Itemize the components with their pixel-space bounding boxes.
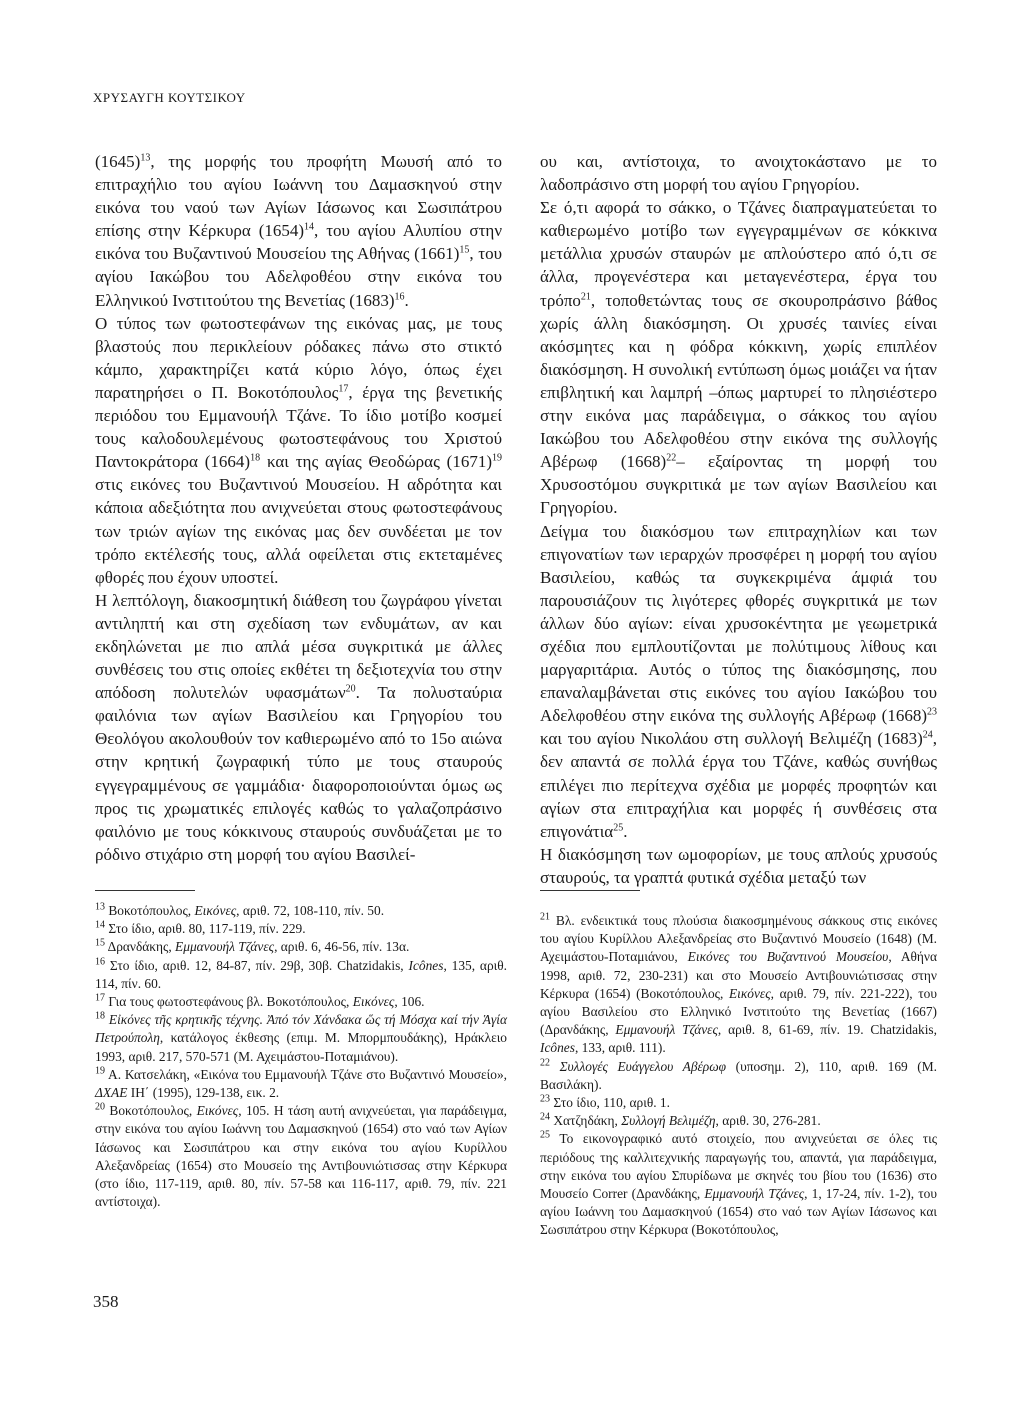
text-run: . — [404, 290, 409, 310]
text-run: (1645) — [95, 152, 141, 171]
text-run: , 133, αριθ. 111). — [574, 1040, 666, 1056]
footnotes-right — [540, 912, 937, 1240]
italic-title: Συλλογές Ευάγγελου Αβέρωφ — [559, 1058, 727, 1074]
italic-title: Εικόνες — [196, 1103, 239, 1119]
footnote-ref: 16 — [394, 290, 405, 302]
text-run: ου και, αντίστοιχα, το ανοιχτοκάστανο με το λαδοπράσινο στη μορφή του αγίου Γρηγορίου. — [540, 152, 937, 195]
paragraph — [95, 312, 502, 589]
footnote — [540, 912, 937, 1058]
text-run: , αριθ. 8, 61-69, πίν. 19. Chatzidakis, — [717, 1022, 937, 1038]
footnote-ref: 17 — [95, 992, 105, 1004]
text-run: Η λεπτόλογη, διακοσμητική διάθεση του ζωγράφου γίνεται αντιληπτή και στη σχεδίαση των ενδυμάτων, αν και εκδηλώνεται με πιο απλά μέσα συγκριτικά με άλλες συνθέσεις του στις οποίες εκθέτει τη δεξιοτεχνία του στην απόδοση πολυτελών υφασμάτων — [95, 590, 502, 703]
footnote-ref: 18 — [95, 1010, 105, 1022]
text-run: , 1, 17-24, πίν. 1-2), του αγίου Ιωάννη του Δαμασκηνού (1654) στο ναό των Αγίων Ιάσωνος και Σωσιπάτρου στην Κέρκυρα (Βοκοτόπουλος, — [540, 1186, 937, 1238]
footnote-ref: 23 — [927, 706, 937, 718]
paragraph — [540, 843, 937, 889]
paragraph — [95, 589, 502, 866]
text-run: και του αγίου Νικολάου στη συλλογή Βελιμέζη (1683) — [540, 729, 923, 749]
text-run — [550, 1059, 560, 1074]
footnote-rule-right — [540, 890, 640, 891]
text-run: , της μορφής του προφήτη Μωυσή από το επιτραχήλιο του αγίου Ιωάννη του Δαμασκηνού στην εικόνα του ναού των Αγίων Ιάσωνος και Σωσιπάτρου επίσης στην Κέρκυρα (1654) — [95, 152, 502, 241]
footnote — [540, 1058, 937, 1094]
text-run: Βοκοτόπουλος, — [105, 903, 195, 918]
text-run: Α. Κατσελάκη, «Εικόνα του Εμμανουήλ Τζάνε στο Βυζαντινό Μουσείο», — [105, 1066, 507, 1082]
text-run: Ο τύπος των φωτοστεφάνων της εικόνας μας, με τους βλαστούς που περικλείουν ρόδακες πάνω στο στικτό κάμπο, χαρακτηρίζει κατά κύριο λόγο, όπως έχει παρατηρήσει ο Π. Βοκοτόπουλος — [95, 313, 502, 402]
text-run: , 135, αριθ. 114, πίν. 60. — [95, 957, 507, 991]
text-run: . Τα πολυσταύρια φαιλόνια των αγίων Βασιλείου και Γρηγορίου του Θεολόγου ακολουθούν τον καθιερωμένο από το 15ο αιώνα στην κρητική ζωγραφική τύπο με τους σταυρούς εγγεγραμμένους σε γαμμάδια· διαφοροποιούνται όμως ως προς τις χρωματικές επιλογές καθώς το γαλαζοπράσινο φαιλόνιο με τους κόκκινους σταυρούς συνδυάζεται με το ρόδινο στιχάριο στη μορφή του αγίου Βασιλεί- — [95, 683, 502, 864]
footnote-ref: 14 — [304, 221, 315, 233]
text-run: (υποσημ. 2), 110, αριθ. 169 (Μ. Βασιλάκη). — [540, 1058, 937, 1092]
body-column-right — [540, 150, 937, 889]
footnote-ref: 20 — [345, 683, 356, 695]
text-run: , δεν απαντά σε πολλά έργα του Τζάνε, καθώς συνήθως επιλέγει πιο περίτεχνα σχέδια με μορφές προφητών και αγίων στα επιτραχήλια και μορφές ή συνθέσεις στα επιγονάτια — [540, 729, 937, 841]
footnote-ref: 17 — [338, 383, 349, 395]
text-run: Σε ό,τι αφορά το σάκκο, ο Τζάνες διαπραγματεύεται το καθιερωμένο μοτίβο των εγγεγραμμένων σε κόκκινα μετάλλια χρυσών σταυρών με απλούστερο από ό,τι σε άλλα, προγενέστερα και μεταγενέστερα, έργα του τρόπο — [540, 198, 937, 310]
italic-title: Εμμανουήλ Τζάνες — [704, 1186, 805, 1202]
footnote-ref: 23 — [540, 1093, 550, 1105]
text-run: στις εικόνες του Βυζαντινού Μουσείου. Η αδρότητα και κάποια αδεξιότητα που ανιχνεύεται στους φωτοστεφάνους των τριών αγίων της εικόνας μας δεν συνδέεται με τον τρόπο εκτέλεσής τους, αλλά οφείλεται στις εκτεταμένες φθορές που έχουν υποστεί. — [95, 475, 502, 587]
text-run: , αριθ. 30, 276-281. — [715, 1113, 821, 1129]
footnote — [540, 1112, 937, 1130]
footnote-ref: 24 — [540, 1111, 550, 1123]
text-run: και της αγίας Θεοδώρας (1671) — [260, 452, 492, 472]
text-run: , αριθ. 6, 46-56, πίν. 13α. — [274, 939, 410, 955]
italic-title: Εμμανουήλ Τζάνες — [175, 939, 275, 955]
footnote-ref: 22 — [666, 452, 677, 464]
text-run: Το εικονογραφικό αυτό στοιχείο, που ανιχνεύεται σε όλες τις περιόδους της καλλιτεχνικής παραγωγής του, απαντά, για παράδειγμα, στην εικόνα του αγίου Σπυρίδωνα με σκηνές του βίου του (1636) στο Μουσείο Correr (Δρανδάκης, — [540, 1131, 937, 1202]
text-run: , κατάλογος έκθεσης (επιμ. Μ. Μπορμπουδάκης), Ηράκλειο 1993, αριθ. 217, 570-571 (Μ. Αχειμάστου-Ποταμιάνου). — [95, 1030, 507, 1064]
footnote — [95, 938, 507, 956]
text-run: , 106. — [394, 994, 425, 1010]
italic-title: Icônes — [540, 1040, 575, 1056]
footnote-ref: 21 — [540, 911, 550, 923]
page-number: 358 — [93, 1292, 119, 1311]
text-run: Δρανδάκης, — [105, 939, 176, 955]
footnote-ref: 19 — [95, 1065, 105, 1077]
footnote — [95, 1066, 507, 1102]
paragraph — [540, 520, 937, 843]
footnote — [95, 1011, 507, 1066]
footnote-ref: 19 — [492, 452, 502, 464]
footnote-ref: 25 — [613, 822, 624, 834]
body-column-left — [95, 150, 502, 866]
footnote-ref: 24 — [922, 729, 933, 741]
footnote-ref: 18 — [250, 452, 261, 464]
text-run: , τοποθετώντας τους σε σκουροπράσινο βάθος χωρίς άλλη διακόσμηση. Οι χρυσές ταινίες είναι ακόσμητες και η φόδρα κόκκινη, χωρίς επιπλέον διακόσμηση. Η συνολική εντύπωση όμως μοιάζει να ήταν επιβλητική και λαμπρή –όπως μαρτυρεί το πλησιέστερο στην εικόνα μας παράδειγμα, ο σάκκος του αγίου Ιακώβου του Αδελφοθέου στην εικόνα της συλλογής Αβέρωφ (1668) — [540, 290, 937, 472]
text-run: Βλ. ενδεικτικά τους πλούσια διακοσμημένους σάκκους στις εικόνες του αγίου Κυρίλλου Αλεξανδρείας στο Βυζαντινό Μουσείο (1648) (Μ. Αχειμάστου-Ποταμιάνου, — [540, 913, 937, 965]
text-run: , αριθ. 79, πίν. 221-222), του αγίου Βασιλείου στο Ελληνικό Ινστιτούτο της Βενετίας (1667) (Δρανδάκης, — [540, 985, 938, 1038]
italic-title: Εικόνες του Βυζαντινού Μουσείου — [687, 949, 889, 965]
footnotes-left — [95, 902, 507, 1211]
footnote-ref: 15 — [95, 937, 105, 949]
text-run: , έργα της βενετικής περιόδου του Εμμανουήλ Τζάνε. Το ίδιο μοτίβο κοσμεί τους καλοδουλεμένους φωτοστεφάνους του Χριστού Παντοκράτορα (1664) — [95, 382, 503, 472]
footnote — [540, 1094, 937, 1112]
text-run: Χατζηδάκη, — [550, 1113, 622, 1129]
footnote — [95, 1102, 507, 1211]
italic-title: Εμμανουήλ Τζάνες — [615, 1022, 718, 1038]
footnote — [95, 902, 507, 920]
italic-title: Εικόνες — [352, 994, 395, 1010]
text-run: Για τους φωτοστεφάνους βλ. Βοκοτόπουλος, — [105, 994, 353, 1010]
running-head: ΧΡΥΣΑΥΓΗ ΚΟΥΤΣΙΚΟΥ — [93, 90, 246, 105]
footnote-rule-left — [95, 890, 195, 891]
text-run: ΙΗ΄ (1995), 129-138, εικ. 2. — [127, 1085, 280, 1101]
footnote-ref: 20 — [95, 1101, 105, 1113]
footnote — [95, 993, 507, 1011]
paragraph — [95, 150, 502, 312]
italic-title: Συλλογή Βελιμέζη — [621, 1113, 716, 1129]
text-run: , Αθήνα 1998, αριθ. 72, 230-231) και στο Μουσείο Αντιβουνιώτισσας στην Κέρκυρα (1654) (Βοκοτόπουλος, — [540, 949, 937, 1001]
text-run: Στο ίδιο, αριθ. 12, 84-87, πίν. 29β, 30β. Chatzidakis, — [105, 957, 409, 973]
text-run: Βοκοτόπουλος, — [105, 1103, 197, 1119]
footnote — [540, 1130, 937, 1239]
text-run: Στο ίδιο, 110, αριθ. 1. — [550, 1095, 670, 1111]
italic-title: ΔΧΑΕ — [95, 1085, 128, 1101]
italic-title: Εικόνες — [728, 985, 771, 1001]
footnote-ref: 14 — [95, 919, 105, 931]
italic-title: Icônes — [408, 957, 444, 973]
text-run: – εξαίροντας τη μορφή του Χρυσοστόμου συγκριτικά με των αγίων Βασιλείου και Γρηγορίου. — [540, 452, 937, 518]
text-run: Δείγμα του διακόσμου των επιτραχηλίων και των επιγονατίων των ιεραρχών προσφέρει η μορφή του αγίου Βασιλείου, καθώς τα συγκεκριμένα άμφιά του παρουσιάζουν τις λιγότερες φθορές συγκριτικά με των άλλων δύο αγίων: είναι χρυσοκέντητα με γεωμετρικά σχέδια που εμπλουτίζονται με πολύτιμους λίθους και μαργαριτάρια. Αυτός ο τύπος της διακόσμησης, που επαναλαμβάνεται στις εικόνες του αγίου Ιακώβου του Αδελφοθέου στην εικόνα της συλλογής Αβέρωφ (1668) — [540, 521, 937, 726]
text-run: , αριθ. 72, 108-110, πίν. 50. — [236, 903, 385, 918]
text-run: , 105. Η τάση αυτή ανιχνεύεται, για παράδειγμα, στην εικόνα του αγίου Ιωάννη του Δαμασκηνού (1654) στο ναό των Αγίων Ιάσωνος και Σωσιπάτρου και στην εικόνα του αγίου Κυρίλλου Αλεξανδρείας (1654) στο Μουσείο της Αντιβουνιώτισσας στην Κέρκυρα (στο ίδιο, 117-119, αριθ. 80, πίν. 57-58 και 116-117, αριθ. 79, πίν. 221 αντίστοιχα). — [95, 1103, 507, 1210]
text-run: , του αγίου Ιακώβου του Αδελφοθέου στην εικόνα του Ελληνικού Ινστιτούτου της Βενετίας (1683) — [95, 244, 502, 310]
text-run: , του αγίου Αλυπίου στην εικόνα του Βυζαντινού Μουσείου της Αθήνας (1661) — [95, 221, 503, 264]
footnote-ref: 21 — [580, 290, 591, 302]
italic-title: Εἰκόνες τῆς κρητικῆς τέχνης. Ἀπό τόν Χάνδακα ὥς τή Μόσχα καί τήν Ἁγία Πετρούπολη — [95, 1012, 507, 1046]
footnote-ref: 13 — [140, 152, 151, 164]
footnote-ref: 22 — [540, 1057, 550, 1069]
paragraph — [540, 150, 937, 196]
paragraph — [540, 196, 937, 519]
text-run: . — [623, 821, 628, 841]
italic-title: Εικόνες — [194, 903, 237, 918]
footnote-ref: 16 — [95, 956, 105, 968]
footnote-ref: 13 — [95, 901, 105, 913]
footnote — [95, 957, 507, 993]
text-run: Στο ίδιο, αριθ. 80, 117-119, πίν. 229. — [105, 921, 306, 937]
footnote-ref: 15 — [459, 244, 470, 256]
footnote-ref: 25 — [540, 1129, 550, 1141]
text-run: Η διακόσμηση των ωμοφορίων, με τους απλούς χρυσούς σταυρούς, τα γραπτά φυτικά σχέδια μεταξύ των — [540, 844, 937, 887]
footnote — [95, 920, 507, 938]
